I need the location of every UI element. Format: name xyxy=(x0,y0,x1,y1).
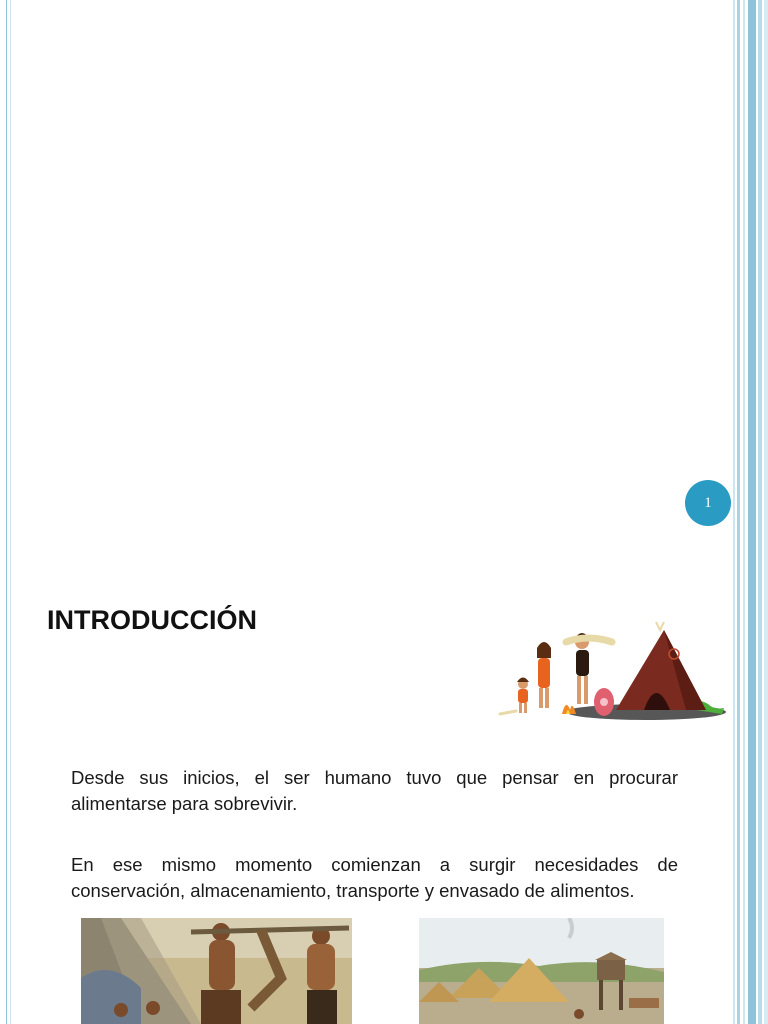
page-number-badge xyxy=(685,480,731,526)
intro-paragraph-1: Desde sus inicios, el ser humano tuvo que pensar en procurar alimentarse para sobrevivir. xyxy=(71,766,678,814)
section-heading: INTRODUCCIÓN xyxy=(47,605,257,635)
page-left-border-inner xyxy=(10,0,11,1024)
page-left-border xyxy=(6,0,7,1024)
page-number: 1 xyxy=(704,494,712,511)
prehistoric-hunters-photo xyxy=(81,918,352,1024)
intro-paragraph-2: En ese mismo momento comienzan a surgir necesidades de conservación, almacenamiento, transporte y envasado de alimentos. xyxy=(71,853,678,901)
caveman-family-illustration xyxy=(496,614,728,726)
page-right-border xyxy=(733,0,768,1024)
ancient-village-photo xyxy=(419,918,664,1024)
